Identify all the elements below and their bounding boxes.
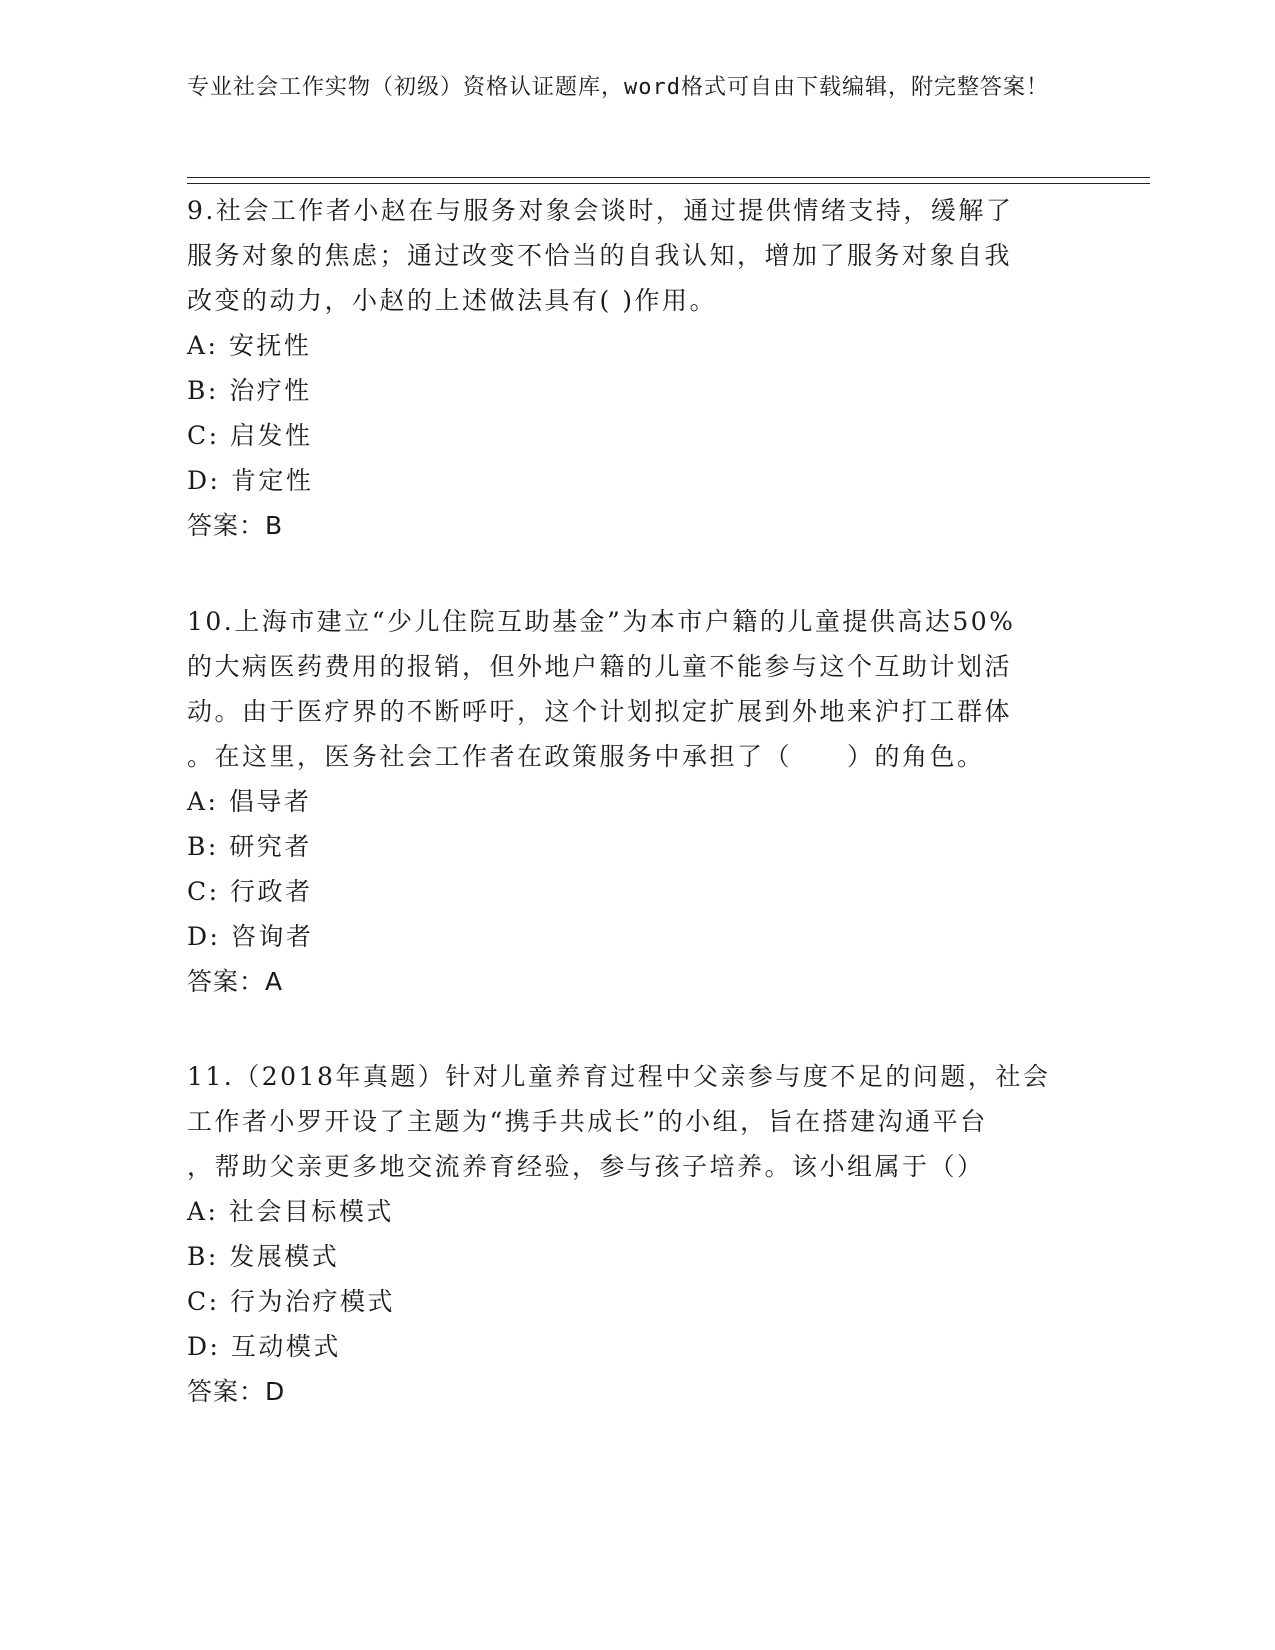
- option-a: A: 安抚性: [187, 331, 312, 360]
- option-d: D: 肯定性: [187, 466, 314, 495]
- question-stem-line: 9.社会工作者小赵在与服务对象会谈时，通过提供情绪支持，缓解了: [187, 196, 1014, 225]
- answer-line: 答案：A: [187, 967, 284, 996]
- question-11: [187, 1054, 1087, 1414]
- option-b: B: 发展模式: [187, 1242, 340, 1271]
- question-9: [187, 188, 1087, 548]
- question-stem-line: 11.（2018年真题）针对儿童养育过程中父亲参与度不足的问题，社会: [187, 1062, 1051, 1091]
- option-c: C: 行政者: [187, 877, 313, 906]
- question-10: [187, 599, 1087, 1004]
- document-header-note: 专业社会工作实物（初级）资格认证题库，word格式可自由下载编辑，附完整答案！: [187, 75, 1049, 100]
- question-stem-line: 动。由于医疗界的不断呼吁，这个计划拟定扩展到外地来沪打工群体: [187, 697, 1013, 726]
- answer-line: 答案：B: [187, 511, 284, 540]
- option-c: C: 启发性: [187, 421, 313, 450]
- header-divider-bottom: [187, 183, 1150, 184]
- question-stem-line: ，帮助父亲更多地交流养育经验，参与孩子培养。该小组属于（）: [187, 1152, 985, 1181]
- option-c: C: 行为治疗模式: [187, 1287, 395, 1316]
- option-d: D: 咨询者: [187, 922, 314, 951]
- question-stem-line: 10.上海市建立“少儿住院互助基金”为本市户籍的儿童提供高达50%: [187, 607, 1016, 636]
- option-a: A: 社会目标模式: [187, 1197, 394, 1226]
- option-b: B: 研究者: [187, 832, 312, 861]
- question-stem-line: 。在这里，医务社会工作者在政策服务中承担了（ ）的角色。: [187, 742, 985, 771]
- option-b: B: 治疗性: [187, 376, 312, 405]
- option-d: D: 互动模式: [187, 1332, 341, 1361]
- question-stem-line: 的大病医药费用的报销，但外地户籍的儿童不能参与这个互助计划活: [187, 652, 1013, 681]
- option-a: A: 倡导者: [187, 787, 312, 816]
- question-stem-line: 工作者小罗开设了主题为“携手共成长”的小组，旨在搭建沟通平台: [187, 1107, 988, 1136]
- header-divider-top: [187, 177, 1150, 178]
- answer-line: 答案：D: [187, 1377, 286, 1406]
- question-stem-line: 改变的动力，小赵的上述做法具有( )作用。: [187, 286, 717, 315]
- question-stem-line: 服务对象的焦虑；通过改变不恰当的自我认知，增加了服务对象自我: [187, 241, 1013, 270]
